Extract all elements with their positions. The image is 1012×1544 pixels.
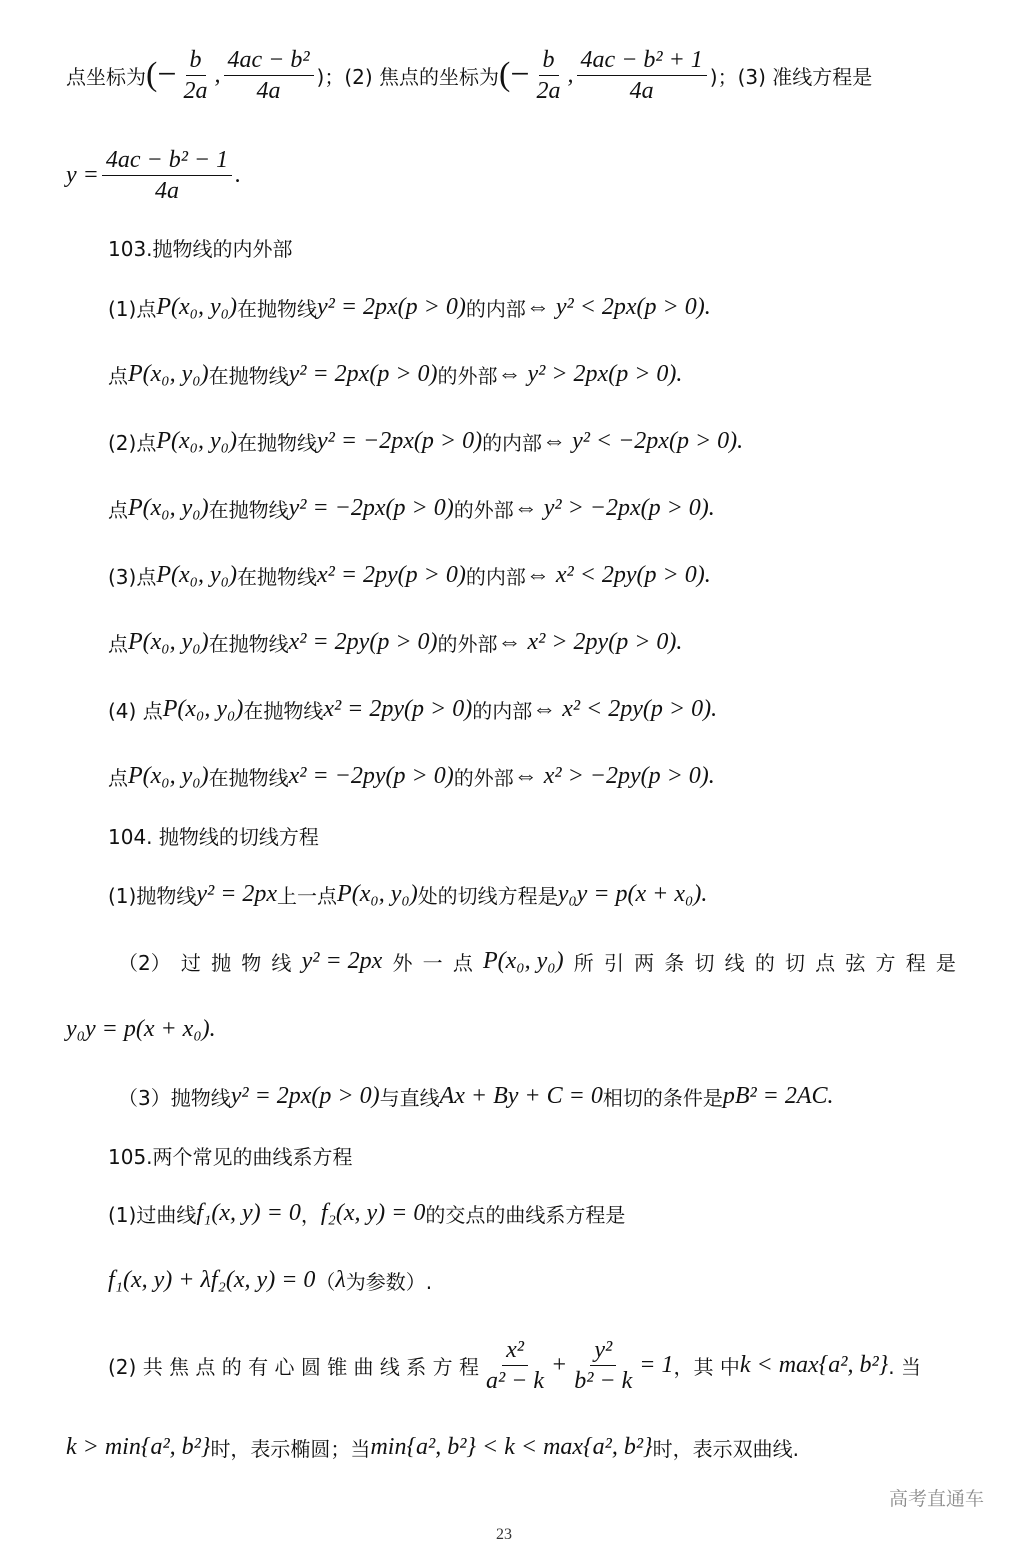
text: 点 (815, 950, 836, 975)
text: 所 (573, 950, 594, 975)
text-line (0, 1336, 1012, 1394)
section-heading (0, 222, 1012, 272)
text: （2） (118, 950, 171, 975)
numerator: x² (502, 1335, 528, 1366)
fraction (482, 1335, 548, 1396)
text: 的外部 (453, 765, 514, 790)
fraction (570, 1335, 636, 1396)
denominator: 4a (256, 77, 281, 104)
section-heading (0, 810, 1012, 860)
math: P(x₀, y₀) (128, 628, 209, 655)
math: x² = 2py(p > 0) (316, 561, 466, 588)
numerator: 4ac − b² − 1 (102, 145, 232, 176)
math: y₀y = p(x + x₀) (66, 1015, 210, 1042)
comma: , (567, 61, 574, 88)
math: ⇔ x² < 2py(p > 0) (532, 695, 712, 722)
text: 为参数）. (345, 1269, 433, 1294)
math: x² = 2py(p > 0) (323, 695, 473, 722)
heading-text: 104. 抛物线的切线方程 (108, 824, 319, 849)
fraction (533, 45, 565, 106)
comma: , (214, 61, 221, 88)
text: 外 (392, 950, 413, 975)
text: 是 (935, 950, 956, 975)
math: x² = 2py(p > 0) (288, 628, 438, 655)
denominator: 4a (629, 77, 654, 104)
paren: (− (146, 56, 177, 93)
math: λ (335, 1266, 346, 1293)
math: + (551, 1351, 568, 1378)
math: k < max{a², b²} (739, 1351, 889, 1378)
page-number: 23 (496, 1526, 512, 1543)
period: . (708, 494, 715, 521)
math: P(x₀, y₀) (128, 494, 209, 521)
math: ⇔ x² < 2py(p > 0) (525, 561, 705, 588)
math: ⇔ y² < 2px(p > 0) (525, 293, 705, 320)
math: P(x₀, y₀) (156, 293, 237, 320)
period: . (704, 293, 711, 320)
math: P(x₀, y₀) (162, 695, 244, 722)
math: P(x₀, y₀) (156, 427, 237, 454)
text-line (0, 684, 1012, 734)
denominator: b² − k (574, 1367, 633, 1394)
text: 点 (108, 765, 128, 790)
text: 一 (422, 950, 443, 975)
math: y² = 2px(p > 0) (230, 1082, 380, 1109)
text: 过 (180, 950, 201, 975)
text: 在抛物线 (208, 631, 289, 656)
period: . (209, 1015, 216, 1042)
math: ⇔ x² > 2py(p > 0) (497, 628, 677, 655)
period: . (827, 1082, 834, 1109)
text: (2)点 (108, 430, 157, 455)
text: 在抛物线 (236, 296, 317, 321)
fraction (180, 45, 212, 106)
text: )；(2) 焦点的坐标为 (316, 64, 500, 89)
text: 弦 (845, 950, 866, 975)
math: y² = 2px(p > 0) (288, 360, 438, 387)
text: 的内部 (472, 698, 533, 723)
text: 线 (724, 950, 745, 975)
math: y = (66, 161, 99, 188)
period: . (701, 880, 708, 907)
text-line (0, 1188, 1012, 1238)
text: 时，表示椭圆；当 (210, 1436, 371, 1461)
section-heading (0, 1130, 1012, 1180)
text: (1)抛物线 (108, 883, 197, 908)
math: P(x₀, y₀) (128, 762, 209, 789)
text-line (0, 46, 1012, 104)
text: 点 (108, 363, 128, 388)
text: 在抛物线 (208, 765, 289, 790)
period: . (676, 360, 683, 387)
math: P(x₀, y₀) (482, 947, 564, 974)
math: y² = 2px(p > 0) (316, 293, 466, 320)
text-line (0, 550, 1012, 600)
text: 相切的条件是 (602, 1085, 723, 1110)
text: 切 (694, 950, 715, 975)
denominator: 2a (183, 77, 208, 104)
math: P(x₀, y₀) (128, 360, 209, 387)
math: = 1 (639, 1351, 674, 1378)
text: （3）抛物线 (118, 1085, 231, 1110)
text: 点坐标为 (66, 64, 146, 89)
text-line (0, 349, 1012, 399)
math: ⇔ y² < −2px(p > 0) (542, 427, 738, 454)
text: 的 (754, 950, 775, 975)
text: 的外部 (437, 363, 498, 388)
text: 程 (905, 950, 926, 975)
text: 的外部 (437, 631, 498, 656)
period: . (704, 561, 711, 588)
text: 上一点 (277, 883, 338, 908)
text: 与直线 (379, 1085, 440, 1110)
text: 在抛物线 (243, 698, 324, 723)
text-line (0, 282, 1012, 332)
text: (1)点 (108, 296, 157, 321)
text: 在抛物线 (236, 430, 317, 455)
period: . (711, 695, 718, 722)
math: ⇔ y² > 2px(p > 0) (497, 360, 677, 387)
text-line (0, 483, 1012, 533)
math: P(x₀, y₀) (156, 561, 237, 588)
text: 引 (603, 950, 624, 975)
text: 处的切线方程是 (417, 883, 558, 908)
math: y₀y = p(x + x₀) (557, 880, 702, 907)
text: ，其 中 (673, 1354, 740, 1379)
text: 切 (785, 950, 805, 975)
text: 在抛物线 (236, 564, 317, 589)
math: f₁(x, y) + λf₂(x, y) = 0 (108, 1266, 316, 1293)
text-line (0, 1255, 1012, 1305)
text: 时，表示双曲线. (652, 1436, 799, 1461)
text: 在抛物线 (208, 497, 289, 522)
math: ⇔ x² > −2py(p > 0) (513, 762, 709, 789)
text: 的内部 (482, 430, 543, 455)
text-line (0, 751, 1012, 801)
math: k > min{a², b²} (66, 1433, 211, 1460)
text: 条 (664, 950, 685, 975)
numerator: b (539, 45, 559, 76)
text: 的内部 (465, 564, 526, 589)
text: (1)过曲线 (108, 1202, 197, 1227)
text: 点 (108, 497, 128, 522)
math: f₂(x, y) = 0 (320, 1199, 426, 1226)
fraction (577, 45, 707, 106)
text-line (0, 1071, 1012, 1121)
numerator: y² (590, 1335, 616, 1366)
text: 的外部 (453, 497, 514, 522)
text: （ (315, 1269, 336, 1294)
text-line (0, 936, 1012, 986)
text-line (0, 617, 1012, 667)
text: 方 (875, 950, 896, 975)
paren: (− (499, 56, 530, 93)
period: . (708, 762, 715, 789)
text: )；(3) 准线方程是 (709, 64, 873, 89)
text: 物 (241, 950, 262, 975)
math: ⇔ y² > −2px(p > 0) (513, 494, 709, 521)
math: f₁(x, y) = 0 (196, 1199, 301, 1226)
math: P(x₀, y₀) (337, 880, 418, 907)
heading-text: 103.抛物线的内外部 (108, 236, 293, 261)
text-line (0, 1422, 1012, 1472)
math: x² = −2py(p > 0) (288, 762, 454, 789)
numerator: 4ac − b² + 1 (577, 45, 707, 76)
text: ， (300, 1202, 321, 1227)
text: 线 (271, 950, 292, 975)
text: (3)点 (108, 564, 157, 589)
period: . (737, 427, 744, 454)
numerator: b (186, 45, 206, 76)
math: y² = 2px (301, 947, 383, 974)
math: y² = −2px(p > 0) (288, 494, 454, 521)
text: 的交点的曲线系方程是 (425, 1202, 626, 1227)
math: y² = 2px (196, 880, 278, 907)
denominator: 2a (536, 77, 561, 104)
text: (2) 共 焦 点 的 有 心 圆 锥 曲 线 系 方 程 (108, 1354, 479, 1379)
text: 在抛物线 (208, 363, 289, 388)
math: Ax + By + C = 0 (439, 1082, 603, 1109)
denominator: a² − k (485, 1367, 545, 1394)
text-line (0, 1004, 1012, 1054)
text-line (0, 416, 1012, 466)
text: (4) 点 (108, 698, 163, 723)
watermark: 高考直通车 (888, 1488, 984, 1510)
math: y² = −2px(p > 0) (316, 427, 483, 454)
denominator: 4a (154, 177, 179, 204)
fraction (224, 45, 314, 106)
text: 抛 (211, 950, 232, 975)
math: pB² = 2AC (722, 1082, 828, 1109)
text: 点 (452, 950, 473, 975)
numerator: 4ac − b² (224, 45, 314, 76)
text: 点 (108, 631, 128, 656)
text-line (0, 146, 1012, 204)
period: . (235, 161, 242, 188)
heading-text: 105.两个常见的曲线系方程 (108, 1144, 353, 1169)
period: . (676, 628, 683, 655)
text: . 当 (888, 1354, 921, 1379)
text: 的内部 (465, 296, 526, 321)
text-line (0, 869, 1012, 919)
fraction (102, 145, 232, 206)
math: min{a², b²} < k < max{a², b²} (370, 1433, 653, 1460)
text: 两 (634, 950, 655, 975)
